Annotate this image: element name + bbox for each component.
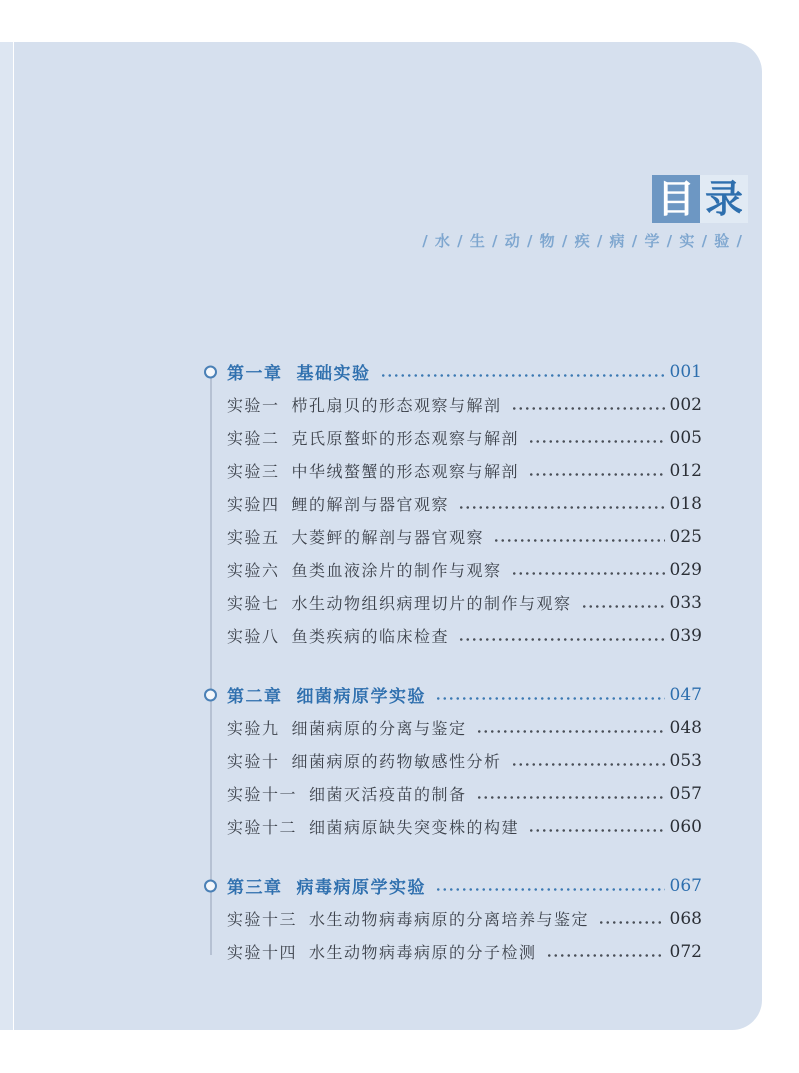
experiment-title: 鲤的解剖与器官观察 bbox=[291, 495, 450, 514]
dotted-leader bbox=[493, 539, 665, 542]
experiment-row bbox=[204, 487, 702, 520]
experiment-row bbox=[204, 777, 702, 810]
experiment-title: 水生动物组织病理切片的制作与观察 bbox=[291, 594, 572, 613]
book-subtitle: / 水 / 生 / 动 / 物 / 疾 / 病 / 学 / 实 / 验 / bbox=[422, 232, 743, 250]
experiment-title: 栉孔扇贝的形态观察与解剖 bbox=[291, 396, 502, 415]
dotted-leader bbox=[598, 921, 665, 924]
experiment-number: 实验一 bbox=[227, 396, 280, 415]
experiment-title: 大菱鲆的解剖与器官观察 bbox=[291, 528, 485, 547]
experiment-page-number: 025 bbox=[669, 526, 702, 547]
toc-list bbox=[204, 355, 702, 968]
experiment-number: 实验十二 bbox=[227, 818, 298, 837]
experiment-row bbox=[204, 744, 702, 777]
experiment-page-number: 002 bbox=[669, 394, 702, 415]
left-edge-strip bbox=[0, 42, 13, 1030]
experiment-row bbox=[204, 586, 702, 619]
dotted-leader bbox=[528, 473, 665, 476]
experiment-row bbox=[204, 388, 702, 421]
experiment-number: 实验七 bbox=[227, 594, 280, 613]
experiment-page-number: 060 bbox=[669, 816, 702, 837]
experiment-title: 细菌灭活疫苗的制备 bbox=[309, 785, 467, 804]
dotted-leader bbox=[380, 374, 665, 377]
experiment-number: 实验十三 bbox=[227, 910, 298, 929]
experiment-page-number: 072 bbox=[669, 941, 702, 962]
chapter-section bbox=[204, 869, 702, 968]
chapter-row bbox=[204, 355, 702, 388]
experiment-number: 实验九 bbox=[227, 719, 280, 738]
dotted-leader bbox=[458, 506, 665, 509]
dotted-leader bbox=[511, 407, 665, 410]
experiment-row bbox=[204, 454, 702, 487]
experiment-number: 实验四 bbox=[227, 495, 280, 514]
experiment-row bbox=[204, 935, 702, 968]
chapter-title: 病毒病原学实验 bbox=[296, 878, 426, 897]
chapter-title: 基础实验 bbox=[296, 364, 371, 383]
dotted-leader bbox=[528, 440, 665, 443]
chapter-row bbox=[204, 678, 702, 711]
toc-page-title bbox=[652, 175, 748, 223]
experiment-number: 实验八 bbox=[227, 627, 280, 646]
experiment-title: 细菌病原的分离与鉴定 bbox=[291, 719, 467, 738]
chapter-bullet-icon bbox=[204, 879, 217, 892]
experiment-number: 实验三 bbox=[227, 462, 280, 481]
experiment-page-number: 039 bbox=[669, 625, 702, 646]
chapter-page-number: 047 bbox=[669, 684, 702, 705]
experiment-number: 实验十 bbox=[227, 752, 280, 771]
experiment-row bbox=[204, 810, 702, 843]
chapter-section bbox=[204, 355, 702, 652]
experiment-row bbox=[204, 619, 702, 652]
dotted-leader bbox=[435, 888, 665, 891]
experiment-page-number: 029 bbox=[669, 559, 702, 580]
chapter-number: 第三章 bbox=[227, 878, 283, 897]
dotted-leader bbox=[458, 638, 665, 641]
experiment-page-number: 018 bbox=[669, 493, 702, 514]
dotted-leader bbox=[476, 730, 665, 733]
experiment-title: 细菌病原缺失突变株的构建 bbox=[309, 818, 520, 837]
experiment-title: 鱼类血液涂片的制作与观察 bbox=[291, 561, 502, 580]
dotted-leader bbox=[546, 954, 665, 957]
experiment-row bbox=[204, 520, 702, 553]
chapter-section bbox=[204, 678, 702, 843]
experiment-page-number: 068 bbox=[669, 908, 702, 929]
experiment-row bbox=[204, 711, 702, 744]
experiment-page-number: 057 bbox=[669, 783, 702, 804]
dotted-leader bbox=[581, 605, 665, 608]
experiment-page-number: 053 bbox=[669, 750, 702, 771]
experiment-title: 中华绒螯蟹的形态观察与解剖 bbox=[291, 462, 520, 481]
experiment-title: 水生动物病毒病原的分子检测 bbox=[309, 943, 537, 962]
title-char-block-2: 录 bbox=[700, 175, 748, 223]
chapter-page-number: 067 bbox=[669, 875, 702, 896]
dotted-leader bbox=[435, 697, 665, 700]
experiment-page-number: 048 bbox=[669, 717, 702, 738]
experiment-number: 实验五 bbox=[227, 528, 280, 547]
experiment-row bbox=[204, 553, 702, 586]
experiment-title: 细菌病原的药物敏感性分析 bbox=[291, 752, 502, 771]
chapter-number: 第二章 bbox=[227, 687, 283, 706]
experiment-title: 水生动物病毒病原的分离培养与鉴定 bbox=[309, 910, 590, 929]
experiment-title: 克氏原螯虾的形态观察与解剖 bbox=[291, 429, 520, 448]
dotted-leader bbox=[528, 829, 665, 832]
chapter-bullet-icon bbox=[204, 688, 217, 701]
experiment-page-number: 012 bbox=[669, 460, 702, 481]
experiment-number: 实验六 bbox=[227, 561, 280, 580]
dotted-leader bbox=[476, 796, 665, 799]
chapter-number: 第一章 bbox=[227, 364, 283, 383]
experiment-row bbox=[204, 902, 702, 935]
chapter-title: 细菌病原学实验 bbox=[296, 687, 426, 706]
experiment-page-number: 033 bbox=[669, 592, 702, 613]
chapter-bullet-icon bbox=[204, 365, 217, 378]
experiment-number: 实验二 bbox=[227, 429, 280, 448]
experiment-page-number: 005 bbox=[669, 427, 702, 448]
dotted-leader bbox=[511, 763, 665, 766]
experiment-row bbox=[204, 421, 702, 454]
experiment-title: 鱼类疾病的临床检查 bbox=[291, 627, 450, 646]
chapter-page-number: 001 bbox=[669, 361, 702, 382]
experiment-number: 实验十四 bbox=[227, 943, 298, 962]
dotted-leader bbox=[511, 572, 665, 575]
chapter-row bbox=[204, 869, 702, 902]
experiment-number: 实验十一 bbox=[227, 785, 298, 804]
title-char-block-1: 目 bbox=[652, 175, 700, 223]
